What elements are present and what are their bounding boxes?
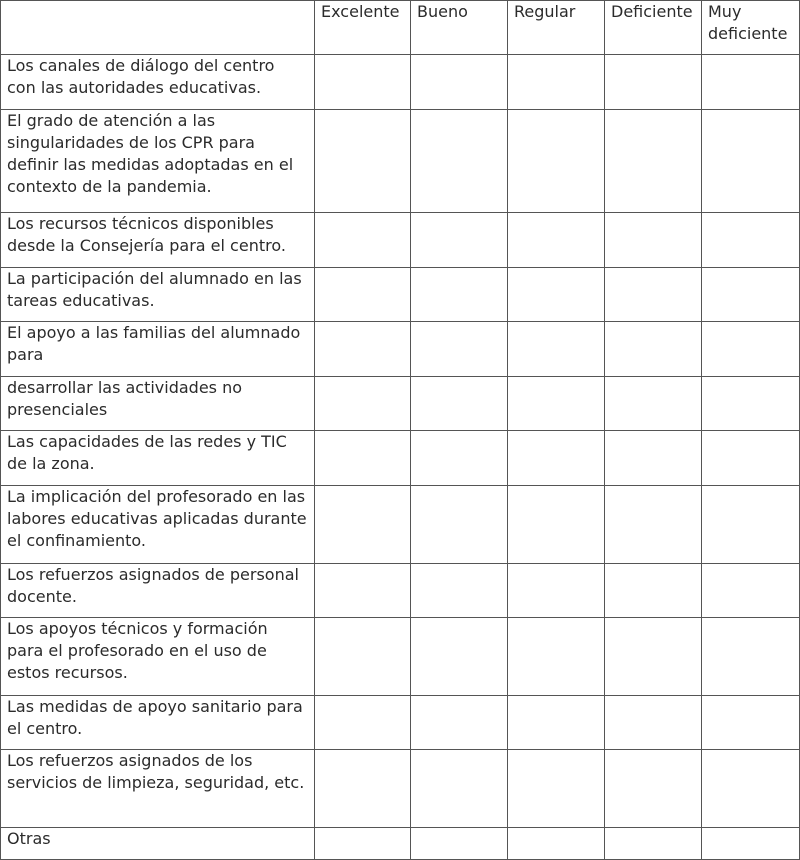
rating-cell-muy-deficiente[interactable] xyxy=(702,268,800,322)
rating-cell-regular[interactable] xyxy=(508,268,605,322)
rating-cell-muy-deficiente[interactable] xyxy=(702,486,800,564)
rating-cell-excelente[interactable] xyxy=(315,564,411,618)
header-bueno: Bueno xyxy=(411,1,508,55)
header-muy-deficiente: Muy deficiente xyxy=(702,1,800,55)
row-label: Los apoyos técnicos y formación para el profesorado en el uso de estos recursos. xyxy=(1,618,315,696)
rating-cell-regular[interactable] xyxy=(508,322,605,377)
rating-cell-regular[interactable] xyxy=(508,55,605,110)
rating-cell-deficiente[interactable] xyxy=(605,268,702,322)
rating-cell-bueno[interactable] xyxy=(411,696,508,750)
rating-cell-excelente[interactable] xyxy=(315,110,411,213)
rating-cell-muy-deficiente[interactable] xyxy=(702,377,800,431)
rating-cell-regular[interactable] xyxy=(508,213,605,268)
header-excelente: Excelente xyxy=(315,1,411,55)
rating-cell-excelente[interactable] xyxy=(315,213,411,268)
rating-cell-bueno[interactable] xyxy=(411,213,508,268)
rating-cell-deficiente[interactable] xyxy=(605,564,702,618)
table-row xyxy=(1,618,800,696)
table-row xyxy=(1,110,800,213)
rating-cell-deficiente[interactable] xyxy=(605,750,702,828)
row-label: Las capacidades de las redes y TIC de la zona. xyxy=(1,431,315,486)
rating-cell-bueno[interactable] xyxy=(411,564,508,618)
rating-cell-excelente[interactable] xyxy=(315,486,411,564)
rating-cell-deficiente[interactable] xyxy=(605,55,702,110)
rating-cell-muy-deficiente[interactable] xyxy=(702,750,800,828)
rating-cell-excelente[interactable] xyxy=(315,750,411,828)
row-label: Los refuerzos asignados de los servicios de limpieza, seguridad, etc. xyxy=(1,750,315,828)
rating-cell-deficiente[interactable] xyxy=(605,110,702,213)
table-row xyxy=(1,55,800,110)
rating-cell-regular[interactable] xyxy=(508,618,605,696)
rating-cell-bueno[interactable] xyxy=(411,750,508,828)
rating-cell-bueno[interactable] xyxy=(411,110,508,213)
rating-cell-bueno[interactable] xyxy=(411,431,508,486)
rating-cell-regular[interactable] xyxy=(508,696,605,750)
row-label: Los canales de diálogo del centro con las autoridades educativas. xyxy=(1,55,315,110)
rating-cell-regular[interactable] xyxy=(508,377,605,431)
rating-cell-excelente[interactable] xyxy=(315,696,411,750)
table-row xyxy=(1,268,800,322)
row-label: Las medidas de apoyo sanitario para el centro. xyxy=(1,696,315,750)
rating-cell-bueno[interactable] xyxy=(411,322,508,377)
row-label: La participación del alumnado en las tareas educativas. xyxy=(1,268,315,322)
rating-cell-deficiente[interactable] xyxy=(605,431,702,486)
table-row xyxy=(1,322,800,377)
rating-cell-excelente[interactable] xyxy=(315,55,411,110)
rating-cell-excelente[interactable] xyxy=(315,618,411,696)
rating-cell-muy-deficiente[interactable] xyxy=(702,618,800,696)
rating-cell-bueno[interactable] xyxy=(411,268,508,322)
rating-cell-muy-deficiente[interactable] xyxy=(702,213,800,268)
row-label: Otras xyxy=(1,828,315,860)
table-row xyxy=(1,431,800,486)
table-row xyxy=(1,377,800,431)
rating-cell-deficiente[interactable] xyxy=(605,322,702,377)
table-row xyxy=(1,486,800,564)
rating-cell-muy-deficiente[interactable] xyxy=(702,431,800,486)
rating-cell-bueno[interactable] xyxy=(411,55,508,110)
rating-cell-muy-deficiente[interactable] xyxy=(702,322,800,377)
row-label: La implicación del profesorado en las labores educativas aplicadas durante el confinamiento. xyxy=(1,486,315,564)
rating-cell-bueno[interactable] xyxy=(411,618,508,696)
header-deficiente: Deficiente xyxy=(605,1,702,55)
row-label: Los refuerzos asignados de personal docente. xyxy=(1,564,315,618)
rating-cell-deficiente[interactable] xyxy=(605,377,702,431)
table-row xyxy=(1,564,800,618)
rating-cell-deficiente[interactable] xyxy=(605,696,702,750)
rating-cell-regular[interactable] xyxy=(508,110,605,213)
rating-cell-muy-deficiente[interactable] xyxy=(702,55,800,110)
rating-cell-excelente[interactable] xyxy=(315,268,411,322)
rating-cell-muy-deficiente[interactable] xyxy=(702,564,800,618)
rating-cell-bueno[interactable] xyxy=(411,377,508,431)
row-label: desarrollar las actividades no presenciales xyxy=(1,377,315,431)
rating-cell-deficiente[interactable] xyxy=(605,618,702,696)
rating-cell-muy-deficiente[interactable] xyxy=(702,110,800,213)
header-blank xyxy=(1,1,315,55)
row-label: El grado de atención a las singularidades de los CPR para definir las medidas adoptadas en el contexto de la pandemia. xyxy=(1,110,315,213)
rating-cell-regular[interactable] xyxy=(508,750,605,828)
header-regular: Regular xyxy=(508,1,605,55)
rating-cell-excelente[interactable] xyxy=(315,431,411,486)
table-row xyxy=(1,213,800,268)
rating-cell-regular[interactable] xyxy=(508,486,605,564)
rating-cell-excelente[interactable] xyxy=(315,322,411,377)
row-label: Los recursos técnicos disponibles desde la Consejería para el centro. xyxy=(1,213,315,268)
rating-cell-muy-deficiente[interactable] xyxy=(702,696,800,750)
header-row xyxy=(1,1,800,55)
rating-cell-bueno[interactable] xyxy=(411,486,508,564)
rating-cell-regular[interactable] xyxy=(508,564,605,618)
rating-cell-deficiente[interactable] xyxy=(605,213,702,268)
rating-cell-deficiente[interactable] xyxy=(605,486,702,564)
rating-cell-excelente[interactable] xyxy=(315,377,411,431)
table-row xyxy=(1,750,800,828)
rating-cell-regular[interactable] xyxy=(508,431,605,486)
row-label: El apoyo a las familias del alumnado para xyxy=(1,322,315,377)
table-row xyxy=(1,696,800,750)
